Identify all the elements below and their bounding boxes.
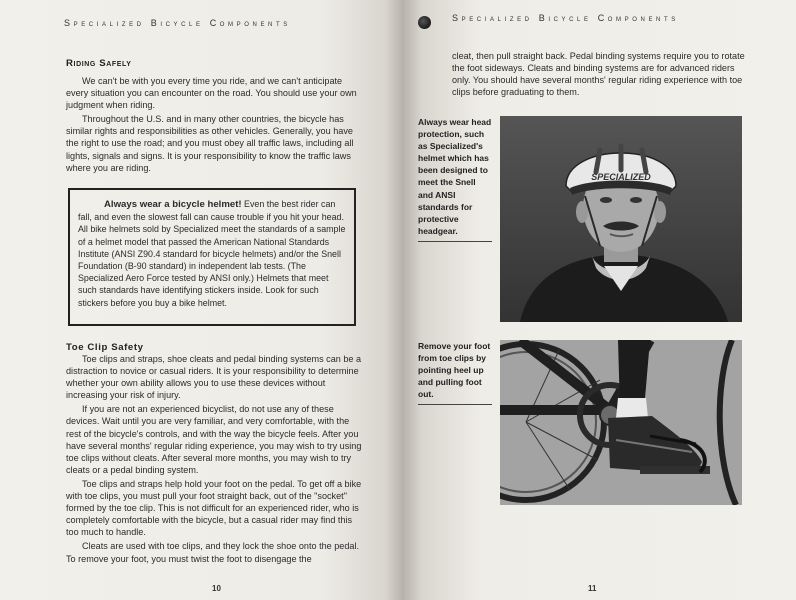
running-header-right: Specialized Bicycle Components bbox=[452, 13, 679, 23]
caption-helmet: Always wear head protection, such as Specialized's helmet which has been designed to meet the Snell and ANSI standards for protective headgear. bbox=[418, 116, 492, 242]
helmet-rider-illustration bbox=[500, 116, 742, 322]
paragraph: We can't be with you every time you ride, and we can't anticipate every situation you can encounter on the road. You should use your own judgment when riding. bbox=[66, 76, 357, 111]
paragraph: cleat, then pull straight back. Pedal binding systems require you to rotate the foot sideways. Cleats and binding systems are for advanced riders only. You should have several months' regular riding experience with toe clips before graduating to them. bbox=[452, 51, 745, 98]
riding-safely-body bbox=[66, 75, 362, 176]
paragraph: Cleats are used with toe clips, and they lock the shoe onto the pedal. To remove your foot, you must twist the foot to disengage the bbox=[66, 541, 360, 564]
helmet-warning-text bbox=[78, 198, 346, 309]
page-number-right: 11 bbox=[588, 584, 597, 593]
helmet-warning-lead: Always wear a bicycle helmet! bbox=[104, 199, 242, 210]
binding-hole bbox=[418, 16, 431, 29]
toe-clip-illustration bbox=[500, 340, 742, 505]
toe-clip-photo bbox=[500, 340, 742, 505]
continued-paragraph bbox=[452, 50, 752, 100]
section-title-riding-safely: Riding Safely bbox=[66, 58, 132, 69]
caption-toe-clip: Remove your foot from toe clips by pointing heel up and pulling foot out. bbox=[418, 340, 492, 405]
paragraph: Toe clips and straps help hold your foot on the pedal. To get off a bike with toe clips, you must pull your foot straight back, out of the "socket" formed by the toe clip. This is not difficult for an experienced rider, who is completely comfortable with the bicycle, but a casual rider may find this too much to handle. bbox=[66, 478, 362, 538]
paragraph: If you are not an experienced bicyclist, do not use any of these devices. Wait until you are very familiar, and very comfortable, with the rest of the bicycle's controls, and with the way the bicycle feels. After you have several months' regular riding experience, you may wish to try using toe clips without cleats. After several more months, you may wish to try cleats or a pedal binding system. bbox=[66, 404, 362, 475]
helmet-rider-photo bbox=[500, 116, 742, 322]
running-header-left: Specialized Bicycle Components bbox=[64, 18, 291, 28]
toe-clip-body bbox=[66, 353, 362, 567]
paragraph: Toe clips and straps, shoe cleats and pedal binding systems can be a distraction to novice or casual riders. It is your responsibility to determine whether your own ability allows you to use these devices without increasing your risk of injury. bbox=[66, 354, 362, 401]
helmet-brand-label: SPECIALIZED bbox=[591, 172, 651, 182]
page-number-left: 10 bbox=[212, 584, 221, 593]
helmet-warning-body: Even the best rider can fall, and even the slowest fall can cause trouble if you hit your head. All bike helmets sold by Specialized meet the standards of a sample of a helmet model that passed the American National Standards Institute (ANSI Z90.4 standard for bicycle helmets) and/or the Snell Foundation (B-90 standard) in independent lab tests. (The Specialized Aero Force tested by ANSI only.) Helmets that meet such standards have identifying stickers inside. Look for such stickers before you buy a bike helmet. bbox=[78, 199, 346, 308]
section-title-toe-clip-safety: Toe Clip Safety bbox=[66, 342, 144, 353]
right-page bbox=[402, 0, 796, 600]
helmet-warning-box bbox=[68, 188, 356, 326]
paragraph: Throughout the U.S. and in many other countries, the bicycle has similar rights and responsibilities as other vehicles. Generally, you have the right to use the road; and you must obey all traffic laws, including all lights, signals and signs. It is your responsibility to know the traffic laws where you are riding. bbox=[66, 114, 354, 173]
